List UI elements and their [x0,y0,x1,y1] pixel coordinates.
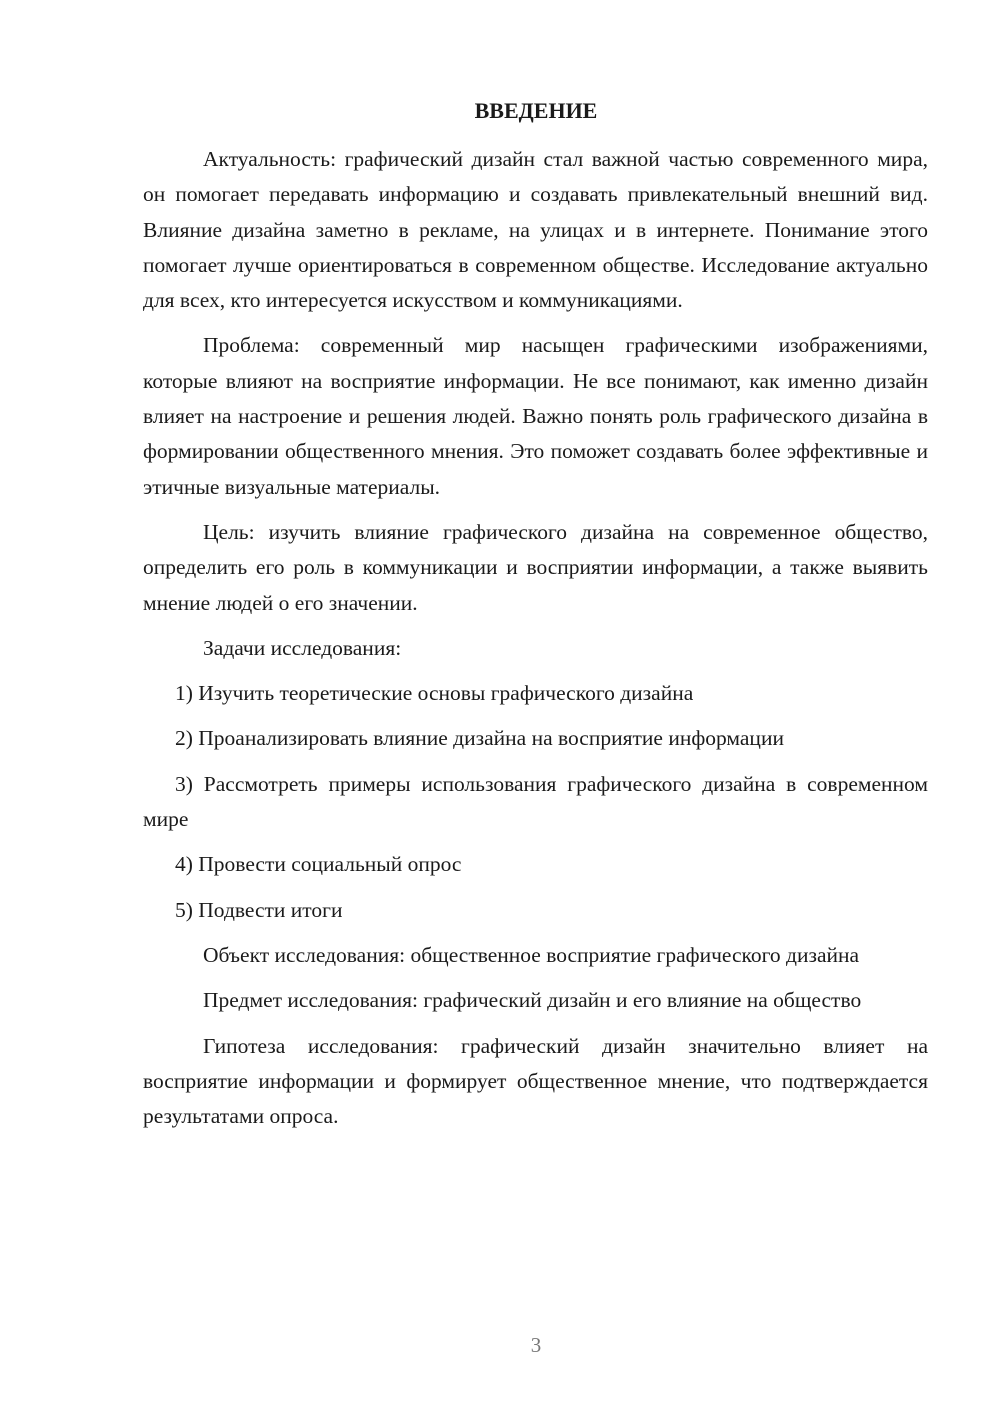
hypothesis-paragraph: Гипотеза исследования: графический дизайн значительно влияет на восприятие информации и формирует общественное мнение, что подтверждается результатами опроса. [143,1033,928,1129]
task-item: 3) Рассмотреть примеры использования графического дизайна в современном мире [143,771,928,832]
task-item: 1) Изучить теоретические основы графического дизайна [175,681,694,706]
relevance-paragraph: Актуальность: графический дизайн стал важной частью современного мира, он помогает передавать информацию и создавать привлекательный внешний вид. Влияние дизайна заметно в рекламе, на улицах и в интернете. Понимание этого помогает лучше ориентироваться в современном обществе. Исследование актуально для всех, кто интересуется искусством и коммуникациями. [143,147,928,313]
document-body [143,142,928,1144]
task-item: 4) Провести социальный опрос [175,852,462,877]
problem-paragraph: Проблема: современный мир насыщен графическими изображениями, которые влияют на восприятие информации. Не все понимают, как именно дизайн влияет на настроение и решения людей. Важно понять роль графического дизайна в формировании общественного мнения. Это поможет создавать более эффективные и этичные визуальные материалы. [143,333,928,499]
page-title: ВВЕДЕНИЕ [474,98,598,123]
object-paragraph: Объект исследования: общественное восприятие графического дизайна [203,942,860,967]
tasks-list [143,676,928,928]
subject-paragraph: Предмет исследования: графический дизайн и его влияние на общество [203,988,862,1013]
task-item: 2) Проанализировать влияние дизайна на восприятие информации [175,726,784,751]
goal-paragraph: Цель: изучить влияние графического дизайна на современное общество, определить его роль в коммуникации и восприятии информации, а также выявить мнение людей о его значении. [143,519,928,615]
task-item: 5) Подвести итоги [175,897,343,922]
tasks-heading: Задачи исследования: [203,635,402,660]
page-number: 3 [530,1333,542,1357]
